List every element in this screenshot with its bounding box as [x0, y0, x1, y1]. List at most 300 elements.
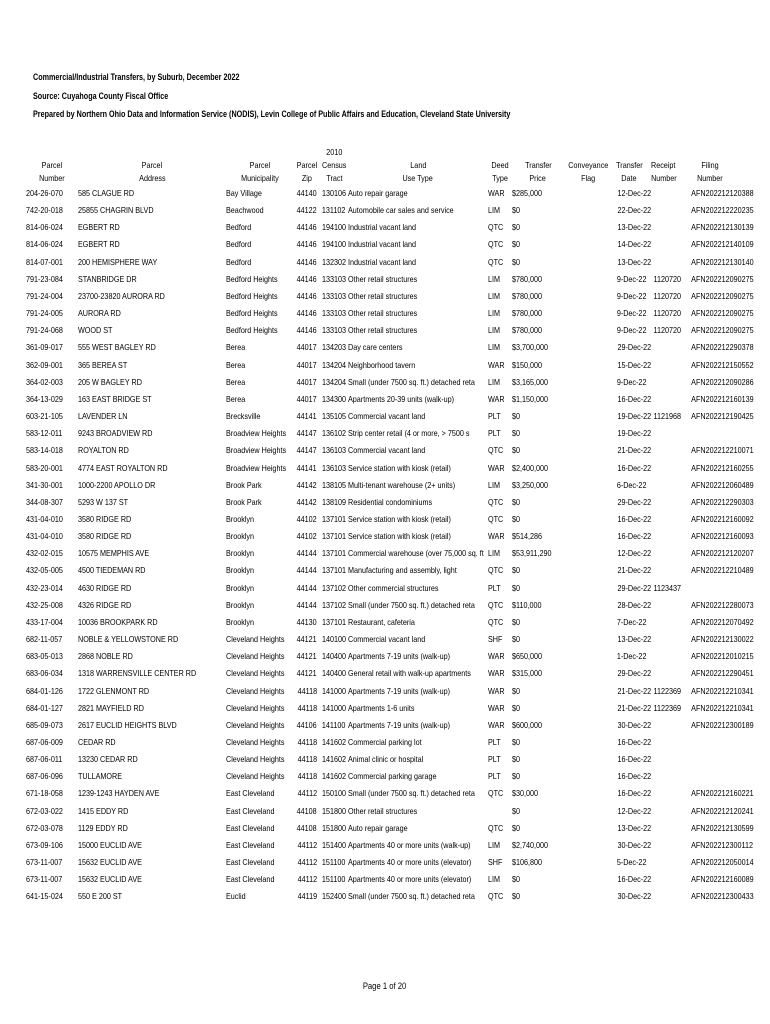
cell-text: $0 — [512, 702, 521, 713]
cell-transfer-date — [612, 511, 652, 528]
cell-text: Berea — [226, 393, 246, 404]
cell-filing-number — [681, 425, 739, 442]
cell-text: $780,000 — [512, 325, 543, 336]
cell-text: 141602 — [321, 737, 347, 747]
cell-text: QTC — [488, 599, 504, 610]
cell-text: 672-03-022 — [26, 805, 63, 816]
cell-municipality — [226, 717, 294, 734]
cell-text: 44118 — [297, 771, 317, 782]
cell-text: 44144 — [296, 548, 318, 559]
cell-text: 22-Dec-22 — [617, 205, 652, 216]
cell-text: 814-06-024 — [26, 222, 63, 233]
cell-text: 585 CLAGUE RD — [78, 188, 135, 198]
cell-deed-type — [488, 254, 512, 271]
cell-parcel-number — [26, 271, 78, 288]
cell-filing-number — [681, 305, 754, 322]
cell-text: 9243 BROADVIEW RD — [78, 428, 153, 439]
cell-text: Bay Village — [226, 188, 262, 198]
cell-text: 791-24-005 — [26, 308, 63, 319]
cell-census-tract — [320, 357, 348, 374]
cell-parcel-address — [78, 785, 226, 802]
cell-transfer-date — [612, 236, 652, 253]
cell-parcel-address — [78, 425, 226, 442]
cell-land-use-type — [348, 768, 488, 785]
cell-conveyance-flag — [564, 357, 612, 374]
cell-zip — [294, 219, 320, 236]
cell-land-use-type — [348, 580, 488, 597]
cell-municipality — [226, 803, 294, 820]
column-header-municipality — [226, 172, 294, 185]
cell-parcel-number — [26, 254, 78, 271]
cell-text: Brooklyn — [226, 548, 255, 559]
cell-text: Neighborhood tavern — [348, 359, 416, 370]
cell-transfer-price — [512, 580, 564, 597]
cell-text: 1120720 — [653, 290, 681, 301]
cell-filing-number — [681, 631, 754, 648]
cell-transfer-date — [612, 494, 652, 511]
cell-text: 814-07-001 — [26, 256, 63, 267]
column-header-census-tract — [320, 172, 348, 185]
cell-deed-type — [488, 665, 512, 682]
cell-parcel-address — [78, 442, 226, 459]
table-row — [26, 768, 739, 785]
cell-text: 15632 EUCLID AVE — [78, 874, 142, 885]
cell-municipality — [226, 562, 294, 579]
cell-text: Brooklyn — [226, 599, 255, 610]
cell-deed-type — [488, 374, 512, 391]
cell-zip — [294, 305, 320, 322]
cell-conveyance-flag — [564, 528, 612, 545]
cell-land-use-type — [348, 717, 488, 734]
cell-receipt-number — [646, 391, 681, 408]
cell-text: Commercial vacant land — [348, 445, 426, 456]
cell-text: 344-08-307 — [26, 496, 63, 507]
cell-text: East Cleveland — [226, 839, 275, 850]
column-header-label: Parcel — [249, 160, 271, 170]
cell-transfer-date — [612, 391, 652, 408]
cell-deed-type — [488, 820, 512, 837]
cell-text: WAR — [488, 359, 505, 370]
cell-text: 10575 MEMPHIS AVE — [78, 548, 150, 559]
cell-transfer-price — [512, 511, 564, 528]
cell-text: 140400 — [321, 651, 347, 662]
cell-receipt-number — [646, 528, 681, 545]
cell-land-use-type — [348, 511, 488, 528]
cell-text: 44141 — [296, 411, 318, 422]
cell-text: QTC — [488, 239, 504, 250]
cell-text: 791-24-068 — [26, 325, 63, 336]
cell-text: 687-06-009 — [26, 737, 63, 747]
cell-text: 13-Dec-22 — [617, 256, 652, 267]
column-header-parcel-number — [26, 146, 78, 159]
cell-text: 29-Dec-22 — [617, 342, 652, 353]
cell-municipality — [226, 254, 294, 271]
cell-text: 16-Dec-22 — [617, 771, 652, 782]
cell-text: $1,150,000 — [512, 393, 549, 404]
column-header-conveyance-flag — [564, 146, 612, 159]
cell-deed-type — [488, 751, 512, 768]
cell-text: 21-Dec-22 — [617, 445, 652, 456]
cell-text: 16-Dec-22 — [617, 874, 652, 885]
cell-census-tract — [320, 871, 348, 888]
cell-conveyance-flag — [564, 854, 612, 871]
cell-parcel-address — [78, 511, 226, 528]
cell-text: Bedford Heights — [226, 325, 278, 336]
cell-text: Bedford Heights — [226, 273, 278, 284]
table-row — [26, 288, 739, 305]
cell-filing-number — [681, 185, 754, 202]
cell-parcel-number — [26, 580, 78, 597]
cell-text: 16-Dec-22 — [617, 531, 652, 542]
cell-text: Other retail structures — [348, 325, 418, 336]
cell-zip — [294, 425, 320, 442]
cell-parcel-address — [78, 408, 226, 425]
cell-conveyance-flag — [564, 374, 612, 391]
cell-text: Brooklyn — [226, 582, 255, 593]
cell-text: 44146 — [296, 308, 318, 319]
cell-parcel-number — [26, 442, 78, 459]
column-header-transfer-date — [612, 146, 646, 159]
cell-text: 1120720 — [653, 325, 681, 336]
cell-text: 9-Dec-22 — [616, 273, 647, 284]
cell-text: $285,000 — [512, 188, 543, 198]
cell-zip — [294, 871, 320, 888]
cell-text: 44106 — [296, 719, 318, 730]
cell-text: AFN202212070492 — [691, 616, 754, 627]
cell-receipt-number — [646, 631, 681, 648]
cell-text: 1122369 — [653, 702, 681, 713]
cell-filing-number — [681, 683, 754, 700]
cell-transfer-price — [512, 339, 564, 356]
cell-land-use-type — [348, 408, 488, 425]
cell-receipt-number — [646, 648, 681, 665]
cell-text: 141602 — [321, 754, 347, 765]
cell-receipt-number — [646, 185, 681, 202]
cell-transfer-price — [512, 562, 564, 579]
cell-parcel-address — [78, 665, 226, 682]
cell-text: Cleveland Heights — [226, 685, 285, 696]
cell-receipt-number — [646, 700, 681, 717]
cell-text: 742-20-018 — [26, 205, 63, 216]
cell-municipality — [226, 545, 294, 562]
cell-text: Cleveland Heights — [226, 702, 285, 713]
column-header-label: Census — [321, 160, 347, 170]
cell-text: $2,400,000 — [512, 462, 549, 473]
cell-land-use-type — [348, 631, 488, 648]
cell-parcel-address — [78, 614, 226, 631]
cell-transfer-date — [612, 374, 646, 391]
cell-text: AFN202212130022 — [691, 634, 754, 645]
cell-text: 432-02-015 — [26, 548, 63, 559]
cell-deed-type — [488, 322, 512, 339]
cell-text: 44130 — [296, 616, 318, 627]
cell-receipt-number — [646, 460, 681, 477]
cell-census-tract — [320, 820, 348, 837]
cell-receipt-number — [646, 202, 681, 219]
cell-text: WAR — [488, 685, 505, 696]
cell-text: 44146 — [296, 325, 318, 336]
cell-text: Other retail structures — [348, 290, 418, 301]
cell-zip — [294, 357, 320, 374]
cell-transfer-date — [612, 528, 652, 545]
cell-filing-number — [681, 785, 754, 802]
cell-text: 1239-1243 HAYDEN AVE — [78, 788, 160, 799]
cell-text: 9-Dec-22 — [616, 308, 647, 319]
table-row — [26, 477, 739, 494]
cell-receipt-number — [646, 305, 681, 322]
cell-text: $315,000 — [512, 668, 543, 679]
cell-land-use-type — [348, 391, 488, 408]
column-header-parcel-address — [78, 172, 226, 185]
cell-zip — [294, 460, 320, 477]
cell-text: AFN202212010215 — [691, 651, 754, 662]
cell-receipt-number — [646, 408, 681, 425]
cell-receipt-number — [646, 219, 681, 236]
cell-text: Brooklyn — [226, 616, 255, 627]
cell-census-tract — [320, 562, 348, 579]
cell-zip — [294, 236, 320, 253]
cell-text: Other commercial structures — [348, 582, 439, 593]
cell-text: Broadview Heights — [226, 428, 287, 439]
cell-text: 44121 — [296, 651, 318, 662]
table-row — [26, 271, 739, 288]
cell-deed-type — [488, 648, 512, 665]
cell-land-use-type — [348, 236, 488, 253]
cell-conveyance-flag — [564, 734, 612, 751]
cell-parcel-address — [78, 580, 226, 597]
cell-municipality — [226, 854, 294, 871]
cell-text: $0 — [512, 411, 521, 422]
cell-municipality — [226, 202, 294, 219]
cell-text: 44102 — [296, 531, 318, 542]
cell-transfer-price — [512, 425, 564, 442]
cell-transfer-price — [512, 734, 564, 751]
cell-receipt-number — [646, 751, 681, 768]
cell-text: $2,740,000 — [512, 839, 549, 850]
cell-conveyance-flag — [564, 768, 612, 785]
column-header-transfer-date — [612, 172, 646, 185]
cell-text: AFN202212140109 — [691, 239, 754, 250]
cell-text: 134204 — [321, 359, 347, 370]
cell-receipt-number — [646, 236, 681, 253]
table-row — [26, 888, 739, 905]
cell-text: 12-Dec-22 — [617, 188, 652, 198]
cell-census-tract — [320, 717, 348, 734]
cell-transfer-price — [512, 768, 564, 785]
cell-transfer-price — [512, 785, 564, 802]
table-row — [26, 785, 739, 802]
column-header-zip — [294, 146, 320, 159]
cell-text: WOOD ST — [78, 325, 113, 336]
cell-text: AFN202212300112 — [691, 839, 754, 850]
cell-text: 30-Dec-22 — [617, 719, 652, 730]
cell-municipality — [226, 700, 294, 717]
table-row — [26, 837, 739, 854]
cell-land-use-type — [348, 254, 488, 271]
cell-text: 44118 — [297, 737, 317, 747]
cell-text: 672-03-078 — [26, 822, 63, 833]
cell-parcel-number — [26, 871, 78, 888]
cell-land-use-type — [348, 700, 488, 717]
cell-text: 791-24-004 — [26, 290, 63, 301]
cell-parcel-address — [78, 683, 226, 700]
cell-parcel-number — [26, 202, 78, 219]
cell-parcel-address — [78, 254, 226, 271]
cell-text: 141602 — [321, 771, 347, 782]
cell-land-use-type — [348, 477, 488, 494]
cell-text: Apartments 40 or more units (elevator) — [348, 857, 472, 868]
cell-transfer-price — [512, 460, 564, 477]
cell-text: 44121 — [296, 634, 318, 645]
cell-text: 2868 NOBLE RD — [78, 651, 133, 662]
cell-text: QTC — [488, 822, 504, 833]
cell-deed-type — [488, 288, 512, 305]
cell-text: 44112 — [297, 839, 317, 850]
cell-land-use-type — [348, 888, 488, 905]
cell-filing-number — [681, 236, 754, 253]
cell-text: 10036 BROOKPARK RD — [78, 616, 158, 627]
cell-land-use-type — [348, 648, 488, 665]
cell-text: 44118 — [297, 685, 317, 696]
cell-text: 15000 EUCLID AVE — [78, 839, 142, 850]
cell-text: LIM — [488, 325, 501, 336]
cell-parcel-number — [26, 494, 78, 511]
cell-filing-number — [681, 562, 754, 579]
cell-transfer-price — [512, 442, 564, 459]
cell-deed-type — [488, 305, 512, 322]
cell-land-use-type — [348, 322, 488, 339]
cell-text: PLT — [488, 754, 501, 765]
cell-text: 671-18-058 — [26, 788, 63, 799]
cell-deed-type — [488, 357, 512, 374]
cell-text: Cleveland Heights — [226, 737, 285, 747]
cell-census-tract — [320, 271, 348, 288]
cell-deed-type — [488, 271, 512, 288]
cell-municipality — [226, 271, 294, 288]
header-row-mid — [26, 159, 739, 172]
cell-transfer-date — [612, 185, 652, 202]
cell-transfer-date — [612, 580, 652, 597]
cell-municipality — [226, 683, 294, 700]
cell-text: 6-Dec-22 — [616, 479, 647, 490]
cell-parcel-number — [26, 528, 78, 545]
cell-transfer-date — [612, 322, 646, 339]
cell-transfer-date — [612, 888, 652, 905]
cell-text: AFN202212160093 — [691, 531, 754, 542]
cell-text: LIM — [488, 308, 501, 319]
cell-transfer-date — [612, 854, 646, 871]
cell-filing-number — [681, 391, 754, 408]
cell-text: 1120720 — [653, 308, 681, 319]
cell-text: AFN202212160221 — [691, 788, 754, 799]
cell-text: Apartments 1-6 units — [348, 702, 415, 713]
cell-text: AFN202212210071 — [691, 445, 754, 456]
cell-text: $650,000 — [512, 651, 543, 662]
cell-transfer-price — [512, 219, 564, 236]
cell-zip — [294, 837, 320, 854]
table-row — [26, 305, 739, 322]
cell-land-use-type — [348, 803, 488, 820]
table-row — [26, 700, 739, 717]
cell-text: 44146 — [296, 273, 318, 284]
cell-text: $0 — [512, 891, 521, 902]
cell-conveyance-flag — [564, 305, 612, 322]
cell-transfer-date — [612, 700, 652, 717]
cell-conveyance-flag — [564, 785, 612, 802]
cell-text: Small (under 7500 sq. ft.) detached reta — [348, 788, 475, 799]
cell-text: Automobile car sales and service — [348, 205, 454, 216]
cell-text: 1-Dec-22 — [616, 651, 647, 662]
column-header-label: Type — [492, 173, 508, 183]
cell-transfer-price — [512, 528, 564, 545]
cell-municipality — [226, 597, 294, 614]
cell-text: 140100 — [321, 634, 347, 645]
cell-text: 44118 — [297, 754, 317, 765]
table-row — [26, 683, 739, 700]
cell-parcel-address — [78, 185, 226, 202]
cell-filing-number — [681, 460, 754, 477]
cell-text: 44141 — [296, 462, 318, 473]
cell-municipality — [226, 837, 294, 854]
cell-text: AFN202212090275 — [691, 290, 754, 301]
cell-transfer-price — [512, 322, 564, 339]
cell-text: 1120720 — [653, 273, 681, 284]
cell-text: 133103 — [321, 325, 347, 336]
cell-land-use-type — [348, 871, 488, 888]
cell-zip — [294, 665, 320, 682]
cell-text: EGBERT RD — [78, 239, 120, 250]
cell-text: TULLAMORE — [78, 771, 123, 782]
cell-text: 9-Dec-22 — [616, 376, 647, 387]
cell-zip — [294, 477, 320, 494]
cell-municipality — [226, 580, 294, 597]
cell-text: 13-Dec-22 — [617, 634, 652, 645]
cell-text: $3,700,000 — [512, 342, 549, 353]
cell-text: 151100 — [322, 857, 346, 868]
cell-deed-type — [488, 339, 512, 356]
cell-transfer-date — [612, 648, 646, 665]
cell-municipality — [226, 751, 294, 768]
cell-text: 433-17-004 — [26, 616, 63, 627]
cell-text: Cleveland Heights — [226, 668, 285, 679]
cell-land-use-type — [348, 545, 488, 562]
table-row — [26, 751, 739, 768]
cell-conveyance-flag — [564, 202, 612, 219]
cell-parcel-address — [78, 700, 226, 717]
cell-parcel-address — [78, 803, 226, 820]
cell-text: 21-Dec-22 — [617, 702, 652, 713]
column-header-label: Land — [409, 160, 427, 170]
cell-text: Industrial vacant land — [348, 239, 417, 250]
cell-text: 44144 — [296, 582, 318, 593]
cell-conveyance-flag — [564, 288, 612, 305]
cell-municipality — [226, 820, 294, 837]
cell-receipt-number — [646, 339, 681, 356]
cell-text: Industrial vacant land — [348, 256, 417, 267]
cell-text: 431-04-010 — [26, 531, 63, 542]
column-header-label: Conveyance — [567, 160, 609, 170]
cell-text: $0 — [512, 582, 521, 593]
cell-census-tract — [320, 254, 348, 271]
cell-conveyance-flag — [564, 717, 612, 734]
cell-text: Brook Park — [226, 479, 262, 490]
cell-text: 151100 — [322, 874, 346, 885]
cell-text: Service station with kiosk (retail) — [348, 513, 451, 524]
column-header-municipality — [226, 146, 294, 159]
cell-receipt-number — [646, 562, 681, 579]
cell-text: 361-09-017 — [26, 342, 63, 353]
cell-text: 44108 — [296, 805, 318, 816]
